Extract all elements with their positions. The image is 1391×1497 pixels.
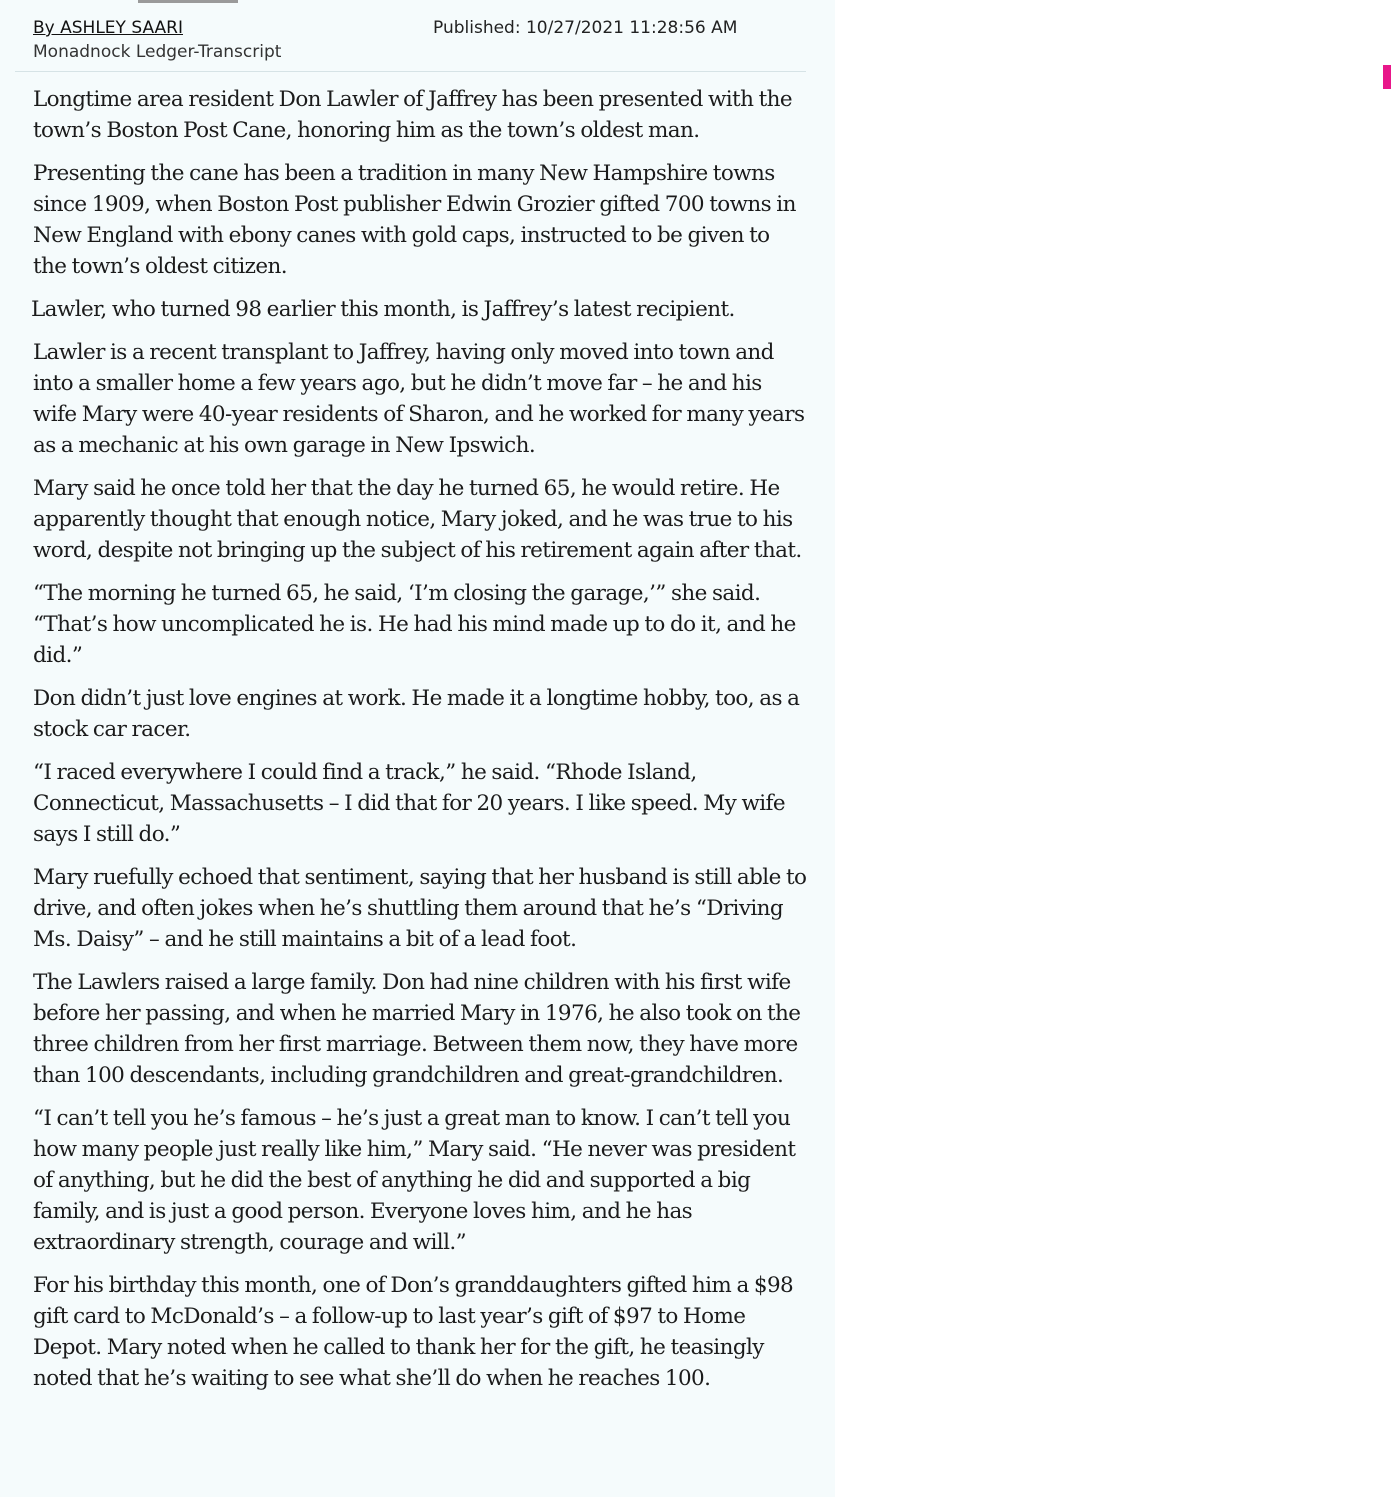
- article-paragraph: “I can’t tell you he’s famous – he’s just a great man to know. I can’t tell you how many people just really like him,” Mary said. “He never was president of anything, but he did the best of anything he did and supported a big family, and is just a good person. Everyone loves him, and he has extraordinary strength, courage and will.”: [33, 1106, 796, 1255]
- byline-block: [33, 16, 793, 64]
- article-paragraph: Longtime area resident Don Lawler of Jaffrey has been presented with the town’s Boston Post Cane, honoring him as the town’s oldest man.: [33, 87, 792, 143]
- article-paragraph: The Lawlers raised a large family. Don had nine children with his first wife before her passing, and when he married Mary in 1976, he also took on the three children from her first marriage. Between them now, they have more than 100 descendants, including grandchildren and great-grandchildren.: [33, 970, 801, 1088]
- photo-bottom-edge: [138, 0, 238, 3]
- article-paragraph: Lawler is a recent transplant to Jaffrey, having only moved into town and into a smaller home a few years ago, but he didn’t move far – he and his wife Mary were 40-year residents of Sharon, and he worked for many years as a mechanic at his own garage in New Ipswich.: [33, 340, 805, 458]
- author-link[interactable]: By ASHLEY SAARI: [33, 18, 183, 38]
- article-paragraph: Presenting the cane has been a tradition in many New Hampshire towns since 1909, when Boston Post publisher Edwin Grozier gifted 700 towns in New England with ebony canes with gold caps, instructed to be given to the town’s oldest citizen.: [33, 161, 796, 279]
- byline-row: [33, 16, 793, 40]
- article-body: [33, 84, 808, 1406]
- article-paragraph: Mary ruefully echoed that sentiment, saying that her husband is still able to drive, and often jokes when he’s shuttling them around that he’s “Driving Ms. Daisy” – and he still maintains a bit of a lead foot.: [33, 865, 807, 952]
- article-paragraph: Lawler, who turned 98 earlier this month, is Jaffrey’s latest recipient.: [31, 297, 735, 322]
- published-timestamp: Published: 10/27/2021 11:28:56 AM: [433, 18, 738, 38]
- accent-marker: [1383, 65, 1391, 89]
- source-publication: Monadnock Ledger-Transcript: [33, 42, 282, 62]
- byline-divider: [15, 71, 806, 72]
- article-paragraph: For his birthday this month, one of Don’s granddaughters gifted him a $98 gift card to McDonald’s – a follow-up to last year’s gift of $97 to Home Depot. Mary noted when he called to thank her for the gift, he teasingly noted that he’s waiting to see what she’ll do when he reaches 100.: [33, 1273, 794, 1391]
- article-paragraph: Don didn’t just love engines at work. He made it a longtime hobby, too, as a stock car racer.: [33, 686, 800, 742]
- article-paragraph: “I raced everywhere I could find a track,” he said. “Rhode Island, Connecticut, Massachusetts – I did that for 20 years. I like speed. My wife says I still do.”: [33, 760, 786, 847]
- article-paragraph: Mary said he once told her that the day he turned 65, he would retire. He apparently thought that enough notice, Mary joked, and he was true to his word, despite not bringing up the subject of his retirement again after that.: [33, 476, 802, 563]
- article-paragraph: “The morning he turned 65, he said, ‘I’m closing the garage,’” she said. “That’s how uncomplicated he is. He had his mind made up to do it, and he did.”: [33, 581, 796, 668]
